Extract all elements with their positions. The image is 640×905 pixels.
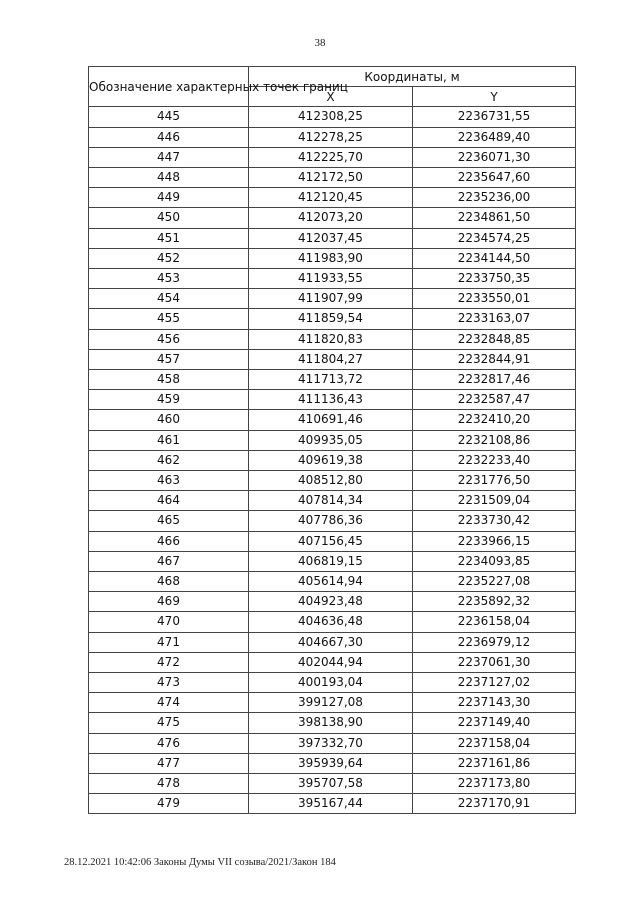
cell-point-number: 449 xyxy=(89,188,249,208)
cell-y: 2235227,08 xyxy=(413,572,576,592)
cell-point-number: 475 xyxy=(89,713,249,733)
cell-point-number: 452 xyxy=(89,248,249,268)
cell-y: 2233750,35 xyxy=(413,269,576,289)
coordinates-table xyxy=(88,66,576,814)
header-y: Y xyxy=(413,87,576,107)
cell-y: 2234861,50 xyxy=(413,208,576,228)
cell-y: 2236158,04 xyxy=(413,612,576,632)
cell-y: 2231509,04 xyxy=(413,491,576,511)
cell-point-number: 458 xyxy=(89,370,249,390)
cell-point-number: 460 xyxy=(89,410,249,430)
table-row xyxy=(89,390,576,410)
cell-point-number: 474 xyxy=(89,693,249,713)
cell-point-number: 457 xyxy=(89,349,249,369)
cell-x: 404667,30 xyxy=(249,632,413,652)
cell-x: 411820,83 xyxy=(249,329,413,349)
cell-point-number: 463 xyxy=(89,471,249,491)
table-row xyxy=(89,450,576,470)
cell-y: 2237161,86 xyxy=(413,753,576,773)
table-row xyxy=(89,370,576,390)
table-row xyxy=(89,713,576,733)
cell-x: 395939,64 xyxy=(249,753,413,773)
cell-x: 411859,54 xyxy=(249,309,413,329)
table-row xyxy=(89,107,576,127)
table-row xyxy=(89,228,576,248)
coordinates-table-body xyxy=(89,107,576,814)
cell-x: 407814,34 xyxy=(249,491,413,511)
cell-x: 406819,15 xyxy=(249,551,413,571)
cell-x: 399127,08 xyxy=(249,693,413,713)
cell-y: 2236731,55 xyxy=(413,107,576,127)
cell-point-number: 454 xyxy=(89,289,249,309)
cell-x: 412278,25 xyxy=(249,127,413,147)
cell-point-number: 447 xyxy=(89,147,249,167)
table-row xyxy=(89,248,576,268)
cell-y: 2237061,30 xyxy=(413,652,576,672)
cell-y: 2232233,40 xyxy=(413,450,576,470)
table-row xyxy=(89,269,576,289)
cell-point-number: 469 xyxy=(89,592,249,612)
cell-point-number: 448 xyxy=(89,167,249,187)
cell-x: 398138,90 xyxy=(249,713,413,733)
cell-x: 411907,99 xyxy=(249,289,413,309)
cell-y: 2237149,40 xyxy=(413,713,576,733)
cell-x: 395707,58 xyxy=(249,774,413,794)
cell-point-number: 461 xyxy=(89,430,249,450)
cell-y: 2237127,02 xyxy=(413,673,576,693)
cell-y: 2231776,50 xyxy=(413,471,576,491)
cell-point-number: 468 xyxy=(89,572,249,592)
cell-y: 2233730,42 xyxy=(413,511,576,531)
table-row xyxy=(89,430,576,450)
cell-x: 397332,70 xyxy=(249,733,413,753)
cell-x: 404923,48 xyxy=(249,592,413,612)
cell-y: 2235892,32 xyxy=(413,592,576,612)
cell-point-number: 477 xyxy=(89,753,249,773)
table-row xyxy=(89,511,576,531)
cell-y: 2235647,60 xyxy=(413,167,576,187)
header-x: X xyxy=(249,87,413,107)
cell-y: 2237173,80 xyxy=(413,774,576,794)
cell-y: 2232108,86 xyxy=(413,430,576,450)
cell-point-number: 473 xyxy=(89,673,249,693)
cell-x: 407156,45 xyxy=(249,531,413,551)
cell-y: 2232817,46 xyxy=(413,370,576,390)
page-number: 38 xyxy=(314,37,326,49)
header-coordinates: Координаты, м xyxy=(249,67,576,87)
cell-y: 2234093,85 xyxy=(413,551,576,571)
cell-point-number: 451 xyxy=(89,228,249,248)
table-row xyxy=(89,774,576,794)
table-row xyxy=(89,289,576,309)
cell-y: 2237143,30 xyxy=(413,693,576,713)
cell-point-number: 465 xyxy=(89,511,249,531)
cell-x: 409935,05 xyxy=(249,430,413,450)
cell-point-number: 464 xyxy=(89,491,249,511)
cell-y: 2233550,01 xyxy=(413,289,576,309)
cell-y: 2237170,91 xyxy=(413,794,576,814)
cell-y: 2232848,85 xyxy=(413,329,576,349)
cell-x: 408512,80 xyxy=(249,471,413,491)
cell-y: 2232410,20 xyxy=(413,410,576,430)
cell-point-number: 471 xyxy=(89,632,249,652)
cell-point-number: 445 xyxy=(89,107,249,127)
cell-x: 404636,48 xyxy=(249,612,413,632)
cell-point-number: 476 xyxy=(89,733,249,753)
cell-point-number: 462 xyxy=(89,450,249,470)
cell-point-number: 479 xyxy=(89,794,249,814)
cell-point-number: 472 xyxy=(89,652,249,672)
table-row xyxy=(89,208,576,228)
cell-x: 410691,46 xyxy=(249,410,413,430)
cell-point-number: 446 xyxy=(89,127,249,147)
cell-y: 2234574,25 xyxy=(413,228,576,248)
table-row xyxy=(89,167,576,187)
cell-point-number: 467 xyxy=(89,551,249,571)
cell-x: 411713,72 xyxy=(249,370,413,390)
table-row xyxy=(89,127,576,147)
cell-y: 2232844,91 xyxy=(413,349,576,369)
table-row xyxy=(89,612,576,632)
table-row xyxy=(89,652,576,672)
cell-x: 412172,50 xyxy=(249,167,413,187)
table-row xyxy=(89,349,576,369)
table-row xyxy=(89,329,576,349)
table-row xyxy=(89,572,576,592)
cell-point-number: 455 xyxy=(89,309,249,329)
cell-x: 412308,25 xyxy=(249,107,413,127)
table-row xyxy=(89,632,576,652)
cell-y: 2232587,47 xyxy=(413,390,576,410)
cell-x: 411136,43 xyxy=(249,390,413,410)
cell-x: 411804,27 xyxy=(249,349,413,369)
cell-y: 2234144,50 xyxy=(413,248,576,268)
cell-y: 2237158,04 xyxy=(413,733,576,753)
table-row xyxy=(89,673,576,693)
table-row xyxy=(89,551,576,571)
table-row xyxy=(89,471,576,491)
table-row xyxy=(89,794,576,814)
cell-x: 412120,45 xyxy=(249,188,413,208)
table-row xyxy=(89,753,576,773)
cell-x: 395167,44 xyxy=(249,794,413,814)
cell-y: 2236979,12 xyxy=(413,632,576,652)
cell-y: 2233966,15 xyxy=(413,531,576,551)
cell-point-number: 478 xyxy=(89,774,249,794)
table-row xyxy=(89,693,576,713)
cell-point-number: 466 xyxy=(89,531,249,551)
cell-y: 2236489,40 xyxy=(413,127,576,147)
table-row xyxy=(89,733,576,753)
cell-point-number: 459 xyxy=(89,390,249,410)
cell-x: 412037,45 xyxy=(249,228,413,248)
table-row xyxy=(89,410,576,430)
table-row xyxy=(89,592,576,612)
cell-x: 402044,94 xyxy=(249,652,413,672)
cell-point-number: 456 xyxy=(89,329,249,349)
cell-point-number: 450 xyxy=(89,208,249,228)
cell-x: 407786,36 xyxy=(249,511,413,531)
cell-point-number: 470 xyxy=(89,612,249,632)
cell-x: 405614,94 xyxy=(249,572,413,592)
cell-y: 2236071,30 xyxy=(413,147,576,167)
table-row xyxy=(89,491,576,511)
cell-x: 411933,55 xyxy=(249,269,413,289)
cell-x: 412073,20 xyxy=(249,208,413,228)
cell-x: 409619,38 xyxy=(249,450,413,470)
cell-y: 2235236,00 xyxy=(413,188,576,208)
cell-point-number: 453 xyxy=(89,269,249,289)
table-row xyxy=(89,531,576,551)
table-row xyxy=(89,309,576,329)
cell-x: 400193,04 xyxy=(249,673,413,693)
table-row xyxy=(89,188,576,208)
header-point-designation: Обозначение характерных точек границ xyxy=(89,67,249,107)
cell-x: 412225,70 xyxy=(249,147,413,167)
cell-y: 2233163,07 xyxy=(413,309,576,329)
cell-x: 411983,90 xyxy=(249,248,413,268)
table-row xyxy=(89,147,576,167)
footer-registration-stamp: 28.12.2021 10:42:06 Законы Думы VII созыва/2021/Закон 184 xyxy=(64,857,336,868)
